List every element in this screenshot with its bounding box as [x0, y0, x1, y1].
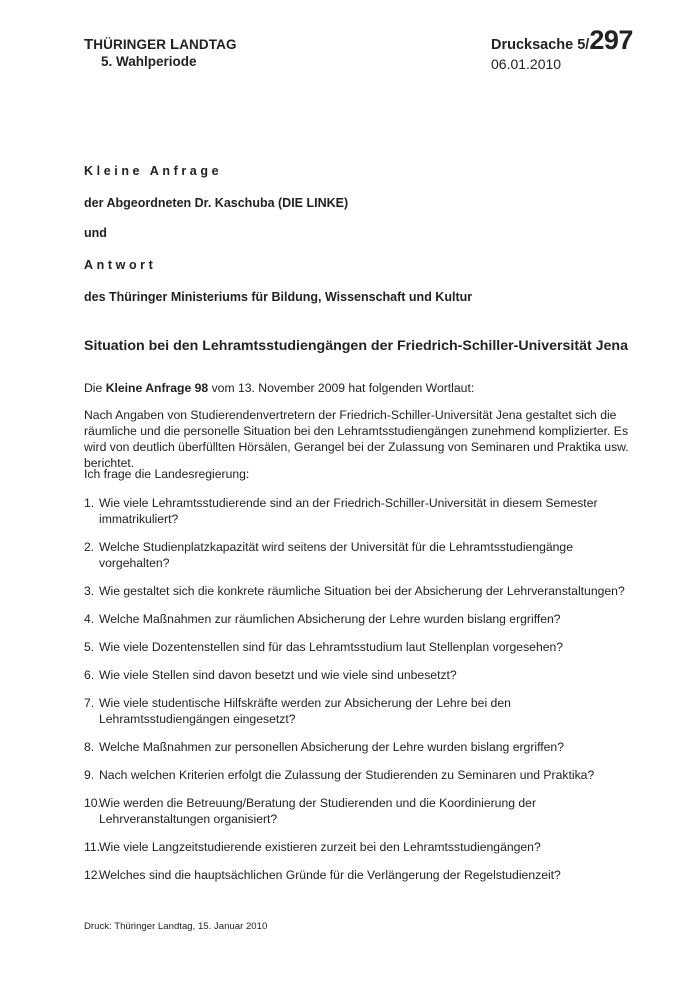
question-text: Nach welchen Kriterien erfolgt die Zulassung der Studierenden zu Seminaren und Praktika?	[99, 768, 595, 782]
question-text: Welche Maßnahmen zur personellen Absicherung der Lehre wurden bislang ergriffen?	[99, 740, 564, 754]
header-right	[491, 26, 633, 71]
landtag-rest-1: HÜRINGER	[93, 37, 167, 52]
wortlaut-bold: Kleine Anfrage 98	[105, 381, 209, 395]
document-title: Situation bei den Lehramtsstudiengängen der Friedrich-Schiller-Universität Jena	[84, 338, 628, 354]
question-item	[84, 695, 644, 727]
question-item	[84, 767, 644, 783]
question-item	[84, 839, 644, 855]
wortlaut-line	[84, 380, 639, 396]
question-text: Welche Studienplatzkapazität wird seitens der Universität für die Lehramtsstudiengänge vorgehalten?	[99, 540, 573, 570]
abgeordnete-line: der Abgeordneten Dr. Kaschuba (DIE LINKE)	[84, 196, 349, 210]
question-item	[84, 539, 644, 571]
wortlaut-suffix: vom 13. November 2009 hat folgenden Wortlaut:	[208, 381, 475, 395]
question-item	[84, 495, 644, 527]
question-text: Wie viele Langzeitstudierende existieren zurzeit bei den Lehramtsstudiengängen?	[99, 840, 541, 854]
landtag-name	[84, 37, 237, 53]
question-text: Wie viele Lehramtsstudierende sind an der Friedrich-Schiller-Universität in diesem Semester immatrikuliert?	[99, 496, 598, 526]
question-number: 7.	[84, 696, 95, 710]
question-item	[84, 795, 644, 827]
question-text: Wie werden die Betreuung/Beratung der Studierenden und die Koordinierung der Lehrveranstaltungen organisiert?	[99, 796, 537, 826]
question-number: 1.	[84, 496, 95, 510]
ministerium-line: des Thüringer Ministeriums für Bildung, Wissenschaft und Kultur	[84, 290, 473, 304]
wortlaut-prefix: Die	[84, 381, 106, 395]
antwort-heading: Antwort	[84, 258, 157, 272]
question-number: 12.	[84, 868, 101, 882]
question-text: Wie gestaltet sich die konkrete räumliche Situation bei der Absicherung der Lehrveranstaltungen?	[99, 584, 625, 598]
header-left	[84, 37, 237, 71]
question-number: 4.	[84, 612, 95, 626]
question-list	[84, 495, 644, 895]
und-line: und	[84, 226, 107, 240]
question-text: Wie viele studentische Hilfskräfte werden zur Absicherung der Lehre bei den Lehramtsstudiengängen eingesetzt?	[99, 696, 511, 726]
question-number: 11.	[84, 840, 101, 854]
question-text: Wie viele Stellen sind davon besetzt und wie viele sind unbesetzt?	[99, 668, 457, 682]
question-item	[84, 739, 644, 755]
question-number: 9.	[84, 768, 95, 782]
landtag-initial-t: T	[84, 36, 94, 53]
landtag-rest-2: ANDTAG	[179, 37, 237, 52]
question-text: Welches sind die hauptsächlichen Gründe für die Verlängerung der Regelstudienzeit?	[99, 868, 561, 882]
question-item	[84, 583, 644, 599]
kleine-anfrage-heading: Kleine Anfrage	[84, 164, 223, 178]
drucksache-label: Drucksache 5/	[491, 37, 590, 53]
question-number: 2.	[84, 540, 95, 554]
landtag-initial-l: L	[169, 36, 180, 53]
print-footer: Druck: Thüringer Landtag, 15. Januar 2010	[84, 921, 268, 932]
question-text: Welche Maßnahmen zur räumlichen Absicherung der Lehre wurden bislang ergriffen?	[99, 612, 561, 626]
question-number: 8.	[84, 740, 95, 754]
question-text: Wie viele Dozentenstellen sind für das Lehramtsstudium laut Stellenplan vorgesehen?	[99, 640, 564, 654]
question-number: 3.	[84, 584, 95, 598]
question-item	[84, 611, 644, 627]
question-number: 6.	[84, 668, 95, 682]
drucksache-number: 297	[589, 25, 633, 55]
question-item	[84, 867, 644, 883]
question-item	[84, 667, 644, 683]
intro-paragraph: Nach Angaben von Studierendenvertretern der Friedrich-Schiller-Universität Jena gestaltet sich die räumliche und die personelle Situation bei den Lehramtsstudiengängen zunehmend komplizierter. Es wird von deutlich überfüllten Hörsälen, Gerangel bei der Zulassung von Seminaren und Praktika usw. berichtet.	[84, 408, 629, 470]
frage-intro: Ich frage die Landesregierung:	[84, 467, 250, 481]
drucksache	[491, 26, 633, 59]
question-item	[84, 639, 644, 655]
document-date: 06.01.2010	[491, 56, 562, 72]
question-number: 5.	[84, 640, 95, 654]
wahlperiode: 5. Wahlperiode	[101, 54, 197, 69]
question-number: 10.	[84, 796, 101, 810]
